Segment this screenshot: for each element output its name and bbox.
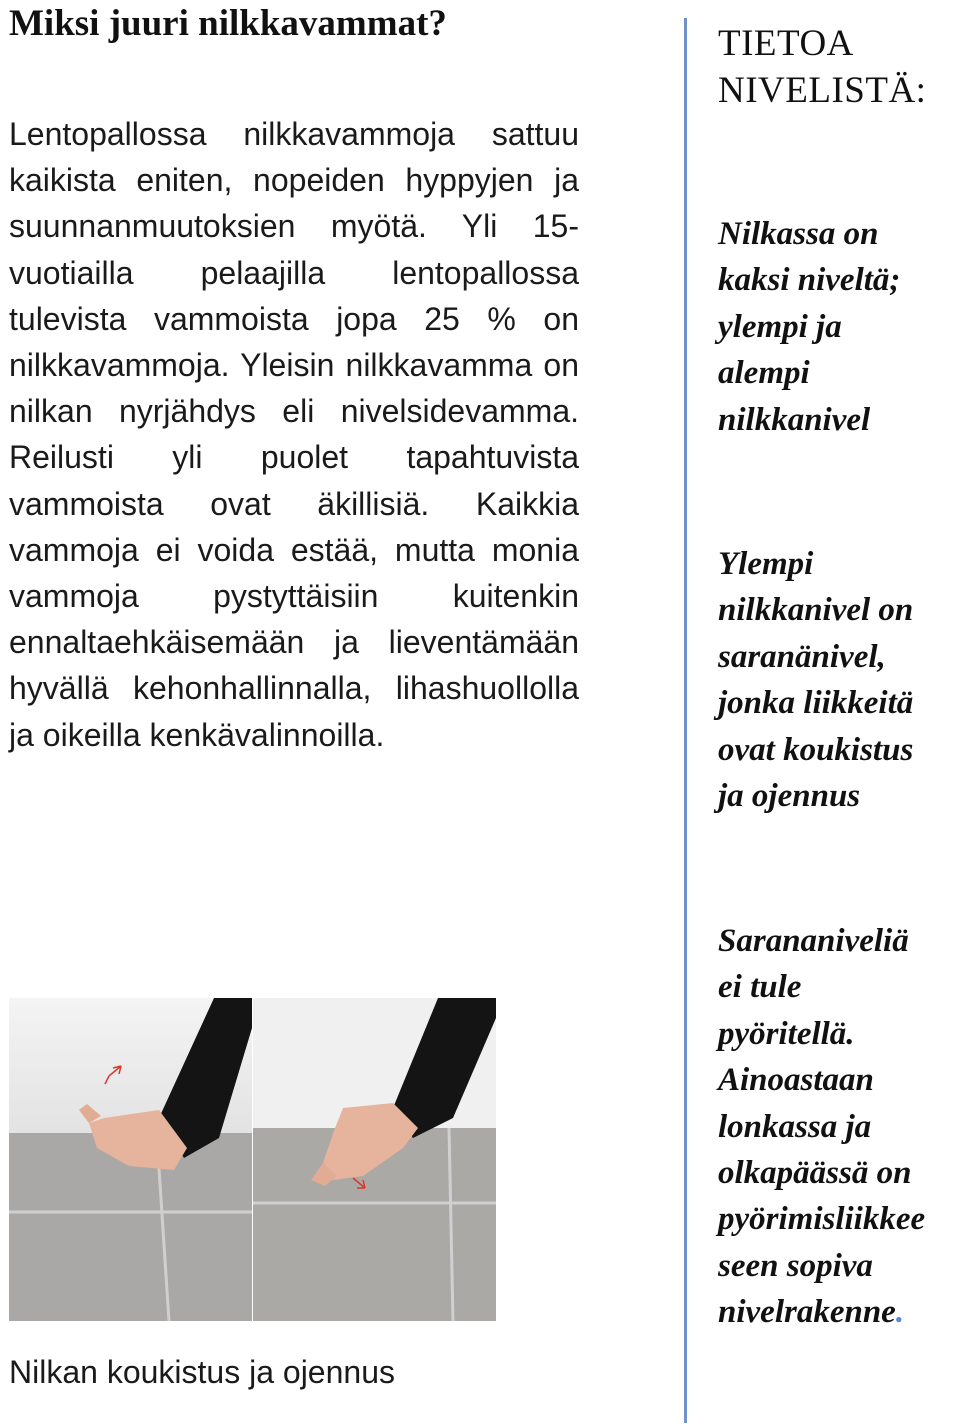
photo-ankle-extension — [253, 998, 496, 1321]
joint-info-block-3 — [718, 918, 960, 1336]
info-line: ei tule — [718, 969, 802, 1006]
info-line — [718, 1289, 960, 1335]
photo-ankle-flexion — [9, 998, 252, 1321]
photo-caption: Nilkan koukistus ja ojennus — [9, 1354, 395, 1390]
info-line: ovat koukistus — [718, 731, 914, 768]
info-line: lonkassa ja — [718, 1108, 872, 1145]
info-line: saranänivel, — [718, 638, 886, 675]
page-heading: Miksi juuri nilkkavammat? — [9, 3, 447, 44]
info-line: pyöritellä. — [718, 1015, 855, 1052]
info-text: nivelrakenne — [718, 1294, 896, 1331]
joint-info-block-1 — [718, 211, 960, 443]
info-line: seen sopiva — [718, 1247, 873, 1284]
info-line: nilkkanivel on — [718, 592, 914, 629]
info-line: Ylempi — [718, 546, 814, 582]
info-line: jonka liikkeitä — [718, 685, 914, 722]
info-line: ja ojennus — [718, 778, 861, 815]
sidebar-title-line: TIETOA — [718, 23, 854, 64]
joint-info-block-2 — [718, 541, 960, 819]
info-line: nilkkanivel — [718, 401, 871, 438]
accent-dot: . — [895, 1294, 905, 1331]
sidebar-title — [718, 20, 926, 114]
info-line: ylempi ja — [718, 308, 842, 345]
info-line: pyörimisliikkee — [718, 1201, 926, 1238]
info-line: kaksi niveltä; — [718, 262, 901, 299]
info-line: alempi — [718, 355, 810, 392]
info-line: Sarananiveliä — [718, 923, 909, 959]
info-line: Ainoastaan — [718, 1062, 874, 1099]
info-line: olkapäässä on — [718, 1155, 912, 1192]
info-line: Nilkassa on — [718, 216, 879, 252]
sidebar-title-line: NIVELISTÄ: — [718, 70, 927, 111]
intro-paragraph: Lentopallossa nilkkavammoja sattuu kaikista eniten, nopeiden hyppyjen ja suunnanmuutoksien myötä. Yli 15-vuotiailla pelaajilla lentopallossa tulevista vammoista jopa 25 % on nilkkavammoja. Yleisin nilkkavamma on nilkan nyrjähdys eli nivelsidevamma. Reilusti yli puolet tapahtuvista vammoista ovat äkillisiä. Kaikkia vammoja ei voida estää, mutta monia vammoja pystyttäisiin kuitenkin ennaltaehkäisemään ja lieventämään hyvällä kehonhallinnalla, lihashuollolla ja oikeilla kenkävalinnoilla. — [9, 116, 579, 753]
column-divider — [684, 18, 687, 1423]
